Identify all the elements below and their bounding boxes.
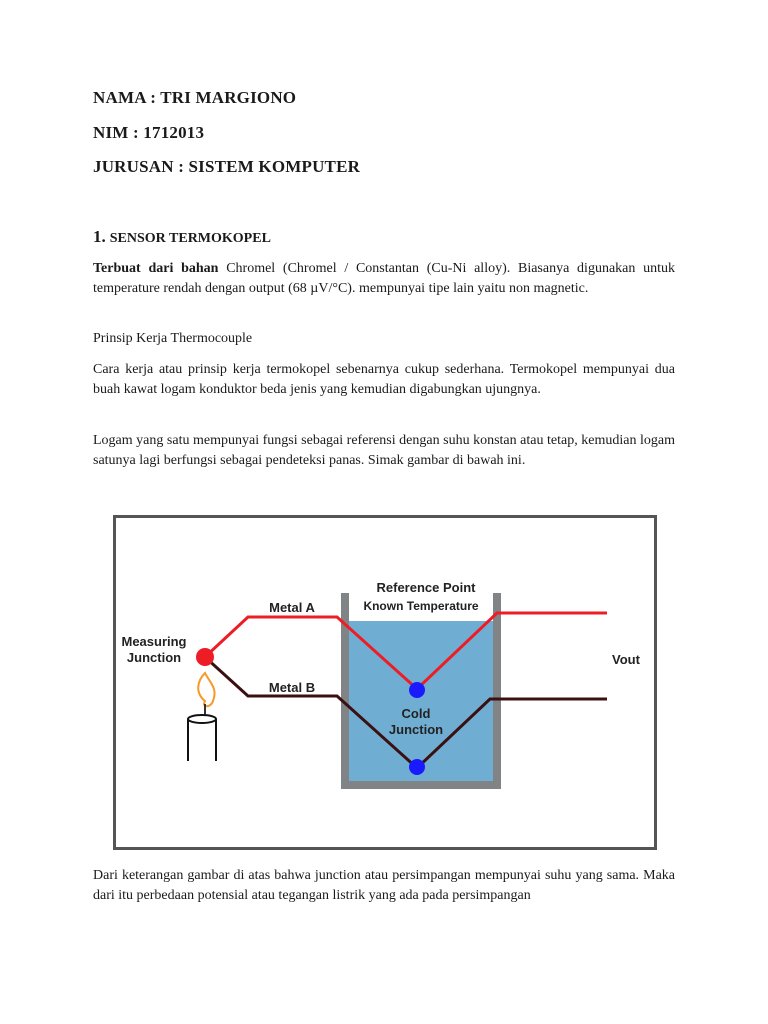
section-number: 1.: [93, 227, 106, 246]
paragraph-material-lead: Terbuat dari bahan: [93, 261, 219, 276]
paragraph-logam: Logam yang satu mempunyai fungsi sebagai referensi dengan suhu konstan atau tetap, kemudian logam satunya lagi berfungsi sebagai pendeteksi panas. Simak gambar di bawah ini.: [93, 433, 675, 468]
known-temperature-label: Known Temperature: [363, 599, 479, 613]
vout-label: Vout: [612, 652, 640, 667]
thermocouple-diagram: [113, 515, 657, 850]
measuring-label-line2: Junction: [126, 650, 182, 665]
reference-point-label: Reference Point: [376, 580, 476, 595]
cold-junction-top-dot: [409, 682, 425, 698]
paragraph-material: [93, 259, 675, 299]
nim-heading: NIM : 1712013: [93, 123, 205, 142]
paragraph-keterangan: Dari keterangan gambar di atas bahwa junction atau persimpangan mempunyai suhu yang sama. Maka dari itu perbedaan potensial atau tegangan listrik yang ada pada persimpangan: [93, 868, 675, 903]
section-title: SENSOR TERMOKOPEL: [109, 231, 271, 246]
metal-b-label: Metal B: [268, 680, 316, 695]
measuring-junction-dot: [196, 648, 214, 666]
cold-junction-bottom-dot: [409, 759, 425, 775]
thermocouple-diagram-svg: [116, 518, 654, 847]
cold-junction-label-line2: Junction: [388, 722, 444, 737]
jurusan-heading: JURUSAN : SISTEM KOMPUTER: [93, 157, 361, 176]
paragraph-prinsip-title: Prinsip Kerja Thermocouple: [93, 331, 253, 346]
name-heading: NAMA : TRI MARGIONO: [93, 88, 297, 107]
paragraph-material-body: Chromel (Chromel / Constantan (Cu-Ni alloy). Biasanya digunakan untuk temperature rendah dengan output (68 µV/°C). mempunyai tipe lain yaitu non magnetic.: [93, 261, 675, 296]
reference-water: [349, 621, 493, 781]
metal-a-label: Metal A: [269, 600, 315, 615]
cold-junction-label-line1: Cold: [401, 706, 431, 721]
candle-icon: [188, 673, 216, 761]
paragraph-cara-kerja: Cara kerja atau prinsip kerja termokopel sebenarnya cukup sederhana. Termokopel mempunyai dua buah kawat logam konduktor beda jenis yang kemudian digabungkan ujungnya.: [93, 362, 675, 397]
measuring-label-line1: Measuring: [121, 634, 187, 649]
section-heading: [93, 227, 271, 247]
